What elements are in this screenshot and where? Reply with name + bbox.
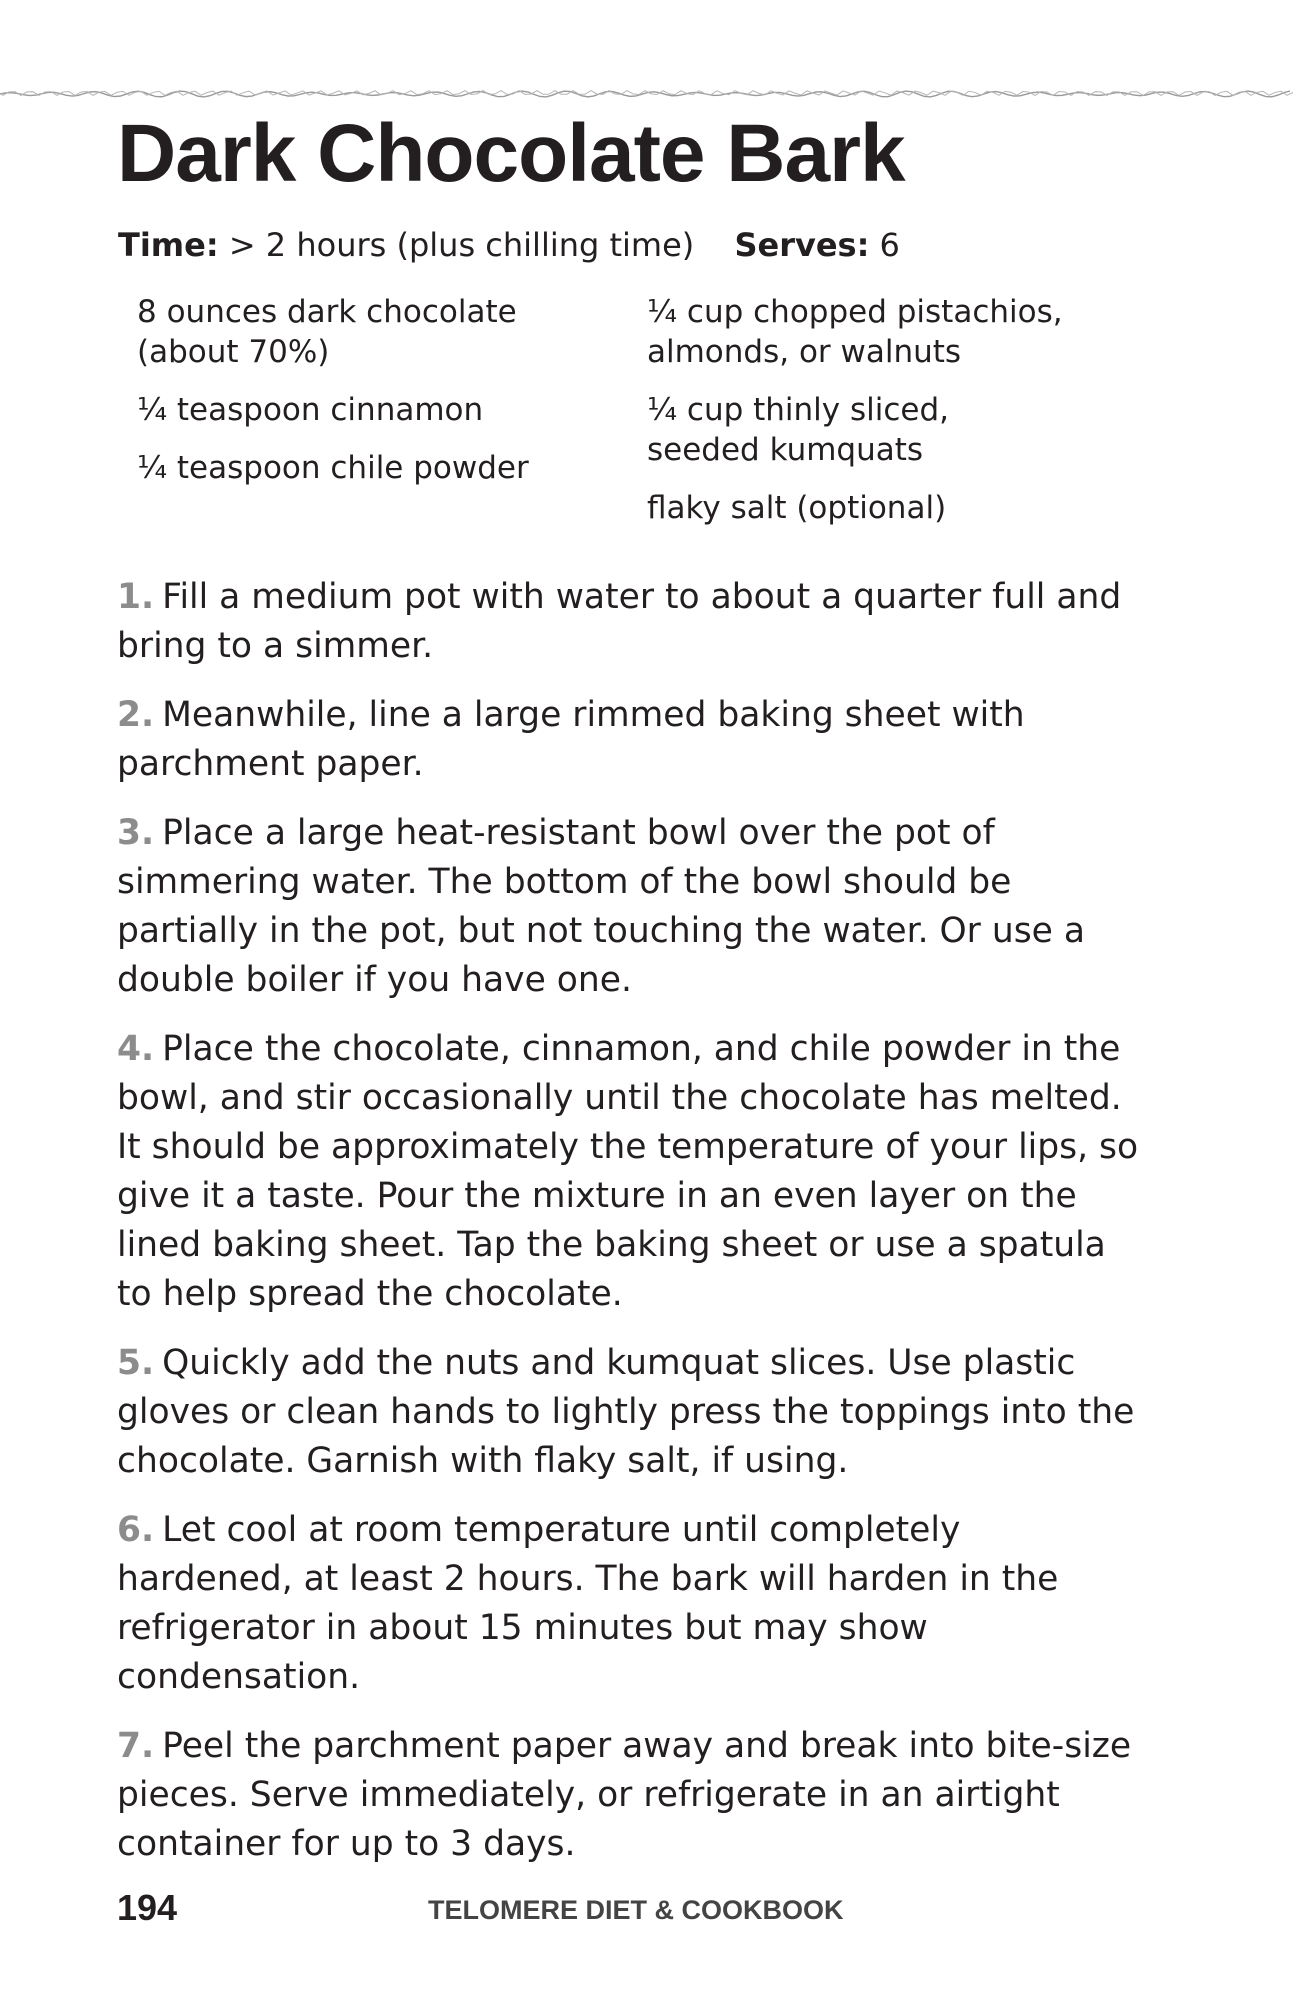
serves-value: 6	[879, 226, 900, 264]
instruction-step	[117, 573, 1147, 671]
ingredients-left-column	[137, 292, 617, 506]
ingredient-item: ¼ cup chopped pistachios, almonds, or walnuts	[647, 294, 1063, 370]
step-number: 1.	[117, 577, 155, 617]
serves-group	[734, 226, 899, 264]
step-number: 6.	[117, 1510, 155, 1550]
time-label: Time:	[118, 226, 219, 264]
instruction-step	[117, 1722, 1147, 1869]
instruction-step	[117, 691, 1147, 789]
instruction-step	[117, 1025, 1147, 1319]
recipe-meta	[118, 224, 900, 266]
step-number: 5.	[117, 1343, 155, 1383]
step-number: 2.	[117, 695, 155, 735]
instruction-steps	[117, 573, 1147, 1889]
ingredient-item: flaky salt (optional)	[647, 490, 947, 526]
ingredients-right-column	[647, 292, 1127, 546]
step-number: 7.	[117, 1726, 155, 1766]
decorative-top-rule	[0, 88, 1294, 100]
instruction-step	[117, 809, 1147, 1005]
page-number: 194	[117, 1887, 178, 1928]
step-text: Place the chocolate, cinnamon, and chile powder in the bowl, and stir occasionally until the chocolate has melted. It should be approximately the temperature of your lips, so give it a taste. Pour the mixture in an even layer on the lined baking sheet. Tap the baking sheet or use a spatula to help spread the chocolate.	[117, 1029, 1139, 1314]
step-text: Fill a medium pot with water to about a quarter full and bring to a simmer.	[117, 577, 1122, 666]
running-footer-title: TELOMERE DIET & COOKBOOK	[428, 1895, 844, 1925]
recipe-title: Dark Chocolate Bark	[117, 108, 905, 199]
ingredient-item: 8 ounces dark chocolate (about 70%)	[137, 294, 517, 370]
time-value: > 2 hours (plus chilling time)	[228, 226, 695, 264]
step-text: Meanwhile, line a large rimmed baking sheet with parchment paper.	[117, 695, 1025, 784]
step-text: Peel the parchment paper away and break into bite-size pieces. Serve immediately, or refrigerate in an airtight container for up to 3 days.	[117, 1726, 1132, 1864]
instruction-step	[117, 1506, 1147, 1702]
step-number: 3.	[117, 813, 155, 853]
ingredient-item: ¼ cup thinly sliced, seeded kumquats	[647, 392, 950, 468]
step-text: Quickly add the nuts and kumquat slices. Use plastic gloves or clean hands to lightly press the toppings into the chocolate. Garnish with flaky salt, if using.	[117, 1343, 1135, 1481]
step-text: Place a large heat-resistant bowl over the pot of simmering water. The bottom of the bowl should be partially in the pot, but not touching the water. Or use a double boiler if you have one.	[117, 813, 1086, 1000]
serves-label: Serves:	[734, 226, 870, 264]
ingredient-item: ¼ teaspoon cinnamon	[137, 392, 484, 428]
step-text: Let cool at room temperature until completely hardened, at least 2 hours. The bark will harden in the refrigerator in about 15 minutes but may show condensation.	[117, 1510, 1059, 1697]
ingredient-item: ¼ teaspoon chile powder	[137, 450, 529, 486]
step-number: 4.	[117, 1029, 155, 1069]
instruction-step	[117, 1339, 1147, 1486]
